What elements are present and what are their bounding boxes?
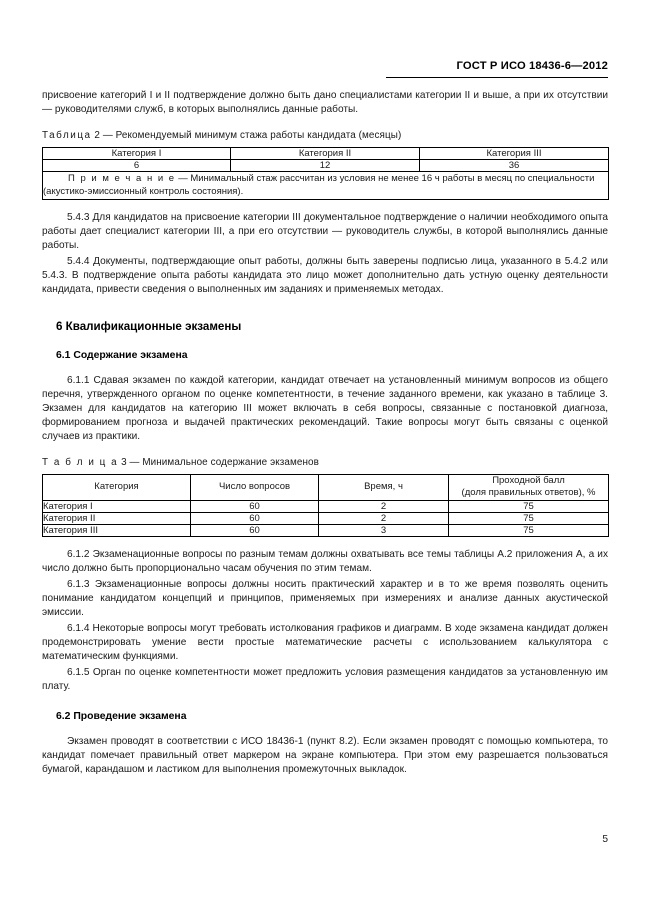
header-rule xyxy=(386,77,608,78)
table-3-row3-pass-score: 75 xyxy=(449,524,609,536)
table-2-note xyxy=(43,172,609,199)
heading-subsection-6-2: 6.2 Проведение экзамена xyxy=(56,711,187,723)
table-3-row1-pass-score: 75 xyxy=(449,500,609,512)
table-3-row3-category: Категория III xyxy=(43,524,191,536)
paragraph-6-1-4: 6.1.4 Некоторые вопросы могут требовать истолкования графиков и диаграмм. В ходе экзамена кандидат должен продемонстрировать умение вести простые математические расчеты с использованием калькулятора с математическим функциями. xyxy=(42,623,608,663)
table-3-row1-time: 2 xyxy=(319,500,449,512)
table-row xyxy=(43,172,609,199)
table-2-note-text: — Минимальный стаж рассчитан из условия не менее 16 ч работы в месяц по специальности (акустико-эмиссионный контроль состояния). xyxy=(43,173,595,198)
table-3-row2-category: Категория II xyxy=(43,512,191,524)
table-3-row2-pass-score: 75 xyxy=(449,512,609,524)
table-3-header-time: Время, ч xyxy=(319,475,449,501)
table-2-header-cat1: Категория I xyxy=(43,148,231,160)
table-3-row3-questions: 60 xyxy=(191,524,319,536)
table-2-caption-word: Таблица xyxy=(42,130,92,142)
body-area xyxy=(42,89,608,777)
table-2-header-cat2: Категория II xyxy=(231,148,420,160)
running-header: ГОСТ Р ИСО 18436-6—2012 xyxy=(456,60,608,72)
table-row xyxy=(43,500,609,512)
table-3-caption xyxy=(42,456,608,469)
table-3-caption-word: Т а б л и ц а xyxy=(42,457,119,469)
table-3-header-pass-score xyxy=(449,475,609,501)
table-3-header-pass-score-line1: Проходной балл xyxy=(492,475,565,487)
paragraph-6-2-body: Экзамен проводят в соответствии с ИСО 18436-1 (пункт 8.2). Если экзамен проводят с помощью компьютера, то кандидат помечает правильный ответ маркером на экране компьютера. При этом ему разрешается пользоваться бумагой, карандашом и ластиком для выполнения промежуточных выкладок. xyxy=(42,736,608,776)
paragraph-6-1-5: 6.1.5 Орган по оценке компетентности может предложить условия размещения кандидатов за установленную им плату. xyxy=(42,667,608,693)
paragraph-5-4-3: 5.4.3 Для кандидатов на присвоение категории III документальное подтверждение о наличии необходимого опыта работы дает специалист категории III, а при его отсутствии — руководитель службы, в которой выполнялись данные работы. xyxy=(42,211,608,251)
table-row xyxy=(43,160,609,172)
table-2 xyxy=(42,147,609,199)
table-3-row3-time: 3 xyxy=(319,524,449,536)
paragraph-continuation: присвоение категорий I и II подтверждение должно быть дано специалистами категории II и выше, а при их отсутствии — руководителями служб, в которых выполнялись данные работы. xyxy=(42,90,608,116)
paragraph-5-4-4: 5.4.4 Документы, подтверждающие опыт работы, должны быть заверены подписью лица, указанного в 5.4.2 или 5.4.3. В подтверждение опыта работы кандидата это лицо может дополнительно дать устную оценку деятельности кандидата, привести сведения о выполненных им заданиях и применяемых методах. xyxy=(42,255,608,295)
table-3-header-questions: Число вопросов xyxy=(191,475,319,501)
page-content xyxy=(42,0,608,913)
table-2-note-lead: П р и м е ч а н и е xyxy=(68,173,176,185)
page-number: 5 xyxy=(602,834,608,845)
table-2-value-cat2: 12 xyxy=(231,160,420,172)
table-2-value-cat1: 6 xyxy=(43,160,231,172)
paragraph-6-1-2: 6.1.2 Экзаменационные вопросы по разным темам должны охватывать все темы таблицы А.2 приложения А, а их число должно быть пропорционально часам обучения по этим темам. xyxy=(42,548,608,574)
table-2-caption xyxy=(42,129,608,142)
paragraph-6-1-3: 6.1.3 Экзаменационные вопросы должны носить практический характер и в то же время позволять оценить понимание кандидатом концепций и принципов, применяемых при измерениях и анализе данных акустической эмиссии. xyxy=(42,578,608,619)
table-3-header-pass-score-line2: (доля правильных ответов), % xyxy=(461,487,596,499)
table-3-caption-rest: 3 — Минимальное содержание экзаменов xyxy=(121,457,319,469)
table-3-row2-time: 2 xyxy=(319,512,449,524)
heading-section-6: 6 Квалификационные экзамены xyxy=(56,319,242,333)
table-3-row1-category: Категория I xyxy=(43,500,191,512)
table-3-row2-questions: 60 xyxy=(191,512,319,524)
paragraph-6-1-1: 6.1.1 Сдавая экзамен по каждой категории, кандидат отвечает на установленный минимум вопросов из общего перечня, утвержденного органом по оценке компетентности, в течение заданного времени, как указано в таблице 3. Экзамен для кандидатов на категорию III может включать в себя вопросы, связанные с постановкой диагноза, формированием прогноза и выдачей практических рекомендаций. Такие вопросы могут быть связаны с оценкой случаев из практики. xyxy=(42,374,608,442)
table-2-header-cat3: Категория III xyxy=(420,148,609,160)
heading-subsection-6-1: 6.1 Содержание экзамена xyxy=(56,349,188,361)
table-row xyxy=(43,524,609,536)
table-row xyxy=(43,512,609,524)
table-row xyxy=(43,475,609,501)
table-3 xyxy=(42,474,609,537)
table-2-value-cat3: 36 xyxy=(420,160,609,172)
table-3-row1-questions: 60 xyxy=(191,500,319,512)
table-row xyxy=(43,148,609,160)
table-3-header-category: Категория xyxy=(43,475,191,501)
table-2-caption-rest: 2 — Рекомендуемый минимум стажа работы кандидата (месяцы) xyxy=(94,130,402,142)
